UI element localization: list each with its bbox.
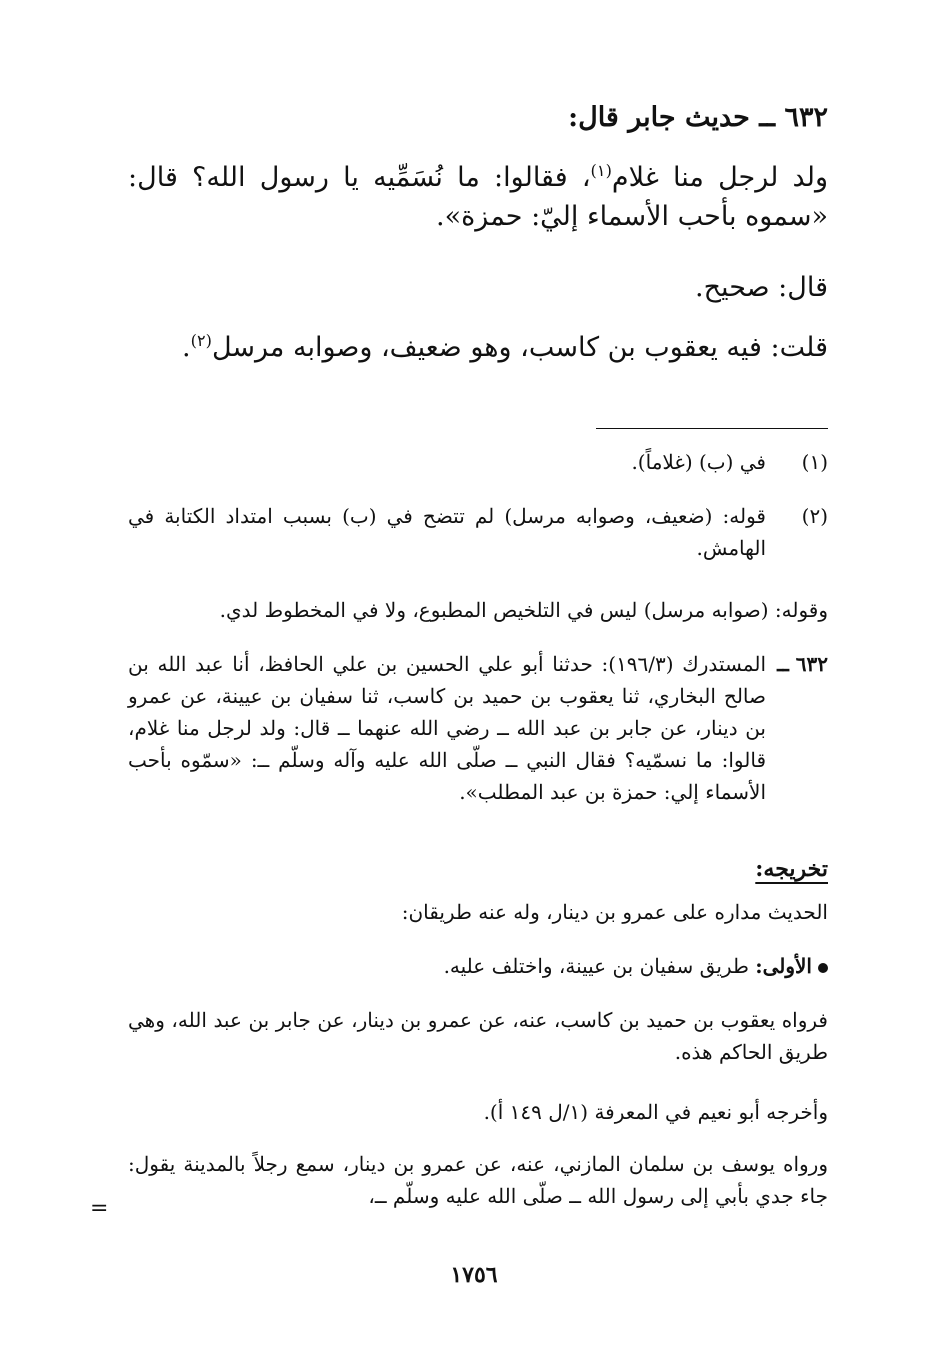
takhrij-paragraph: وأخرجه أبو نعيم في المعرفة (١/ل ١٤٩ أ).	[483, 1100, 828, 1124]
hadith-title: ٦٣٢ ــ حديث جابر قال:	[568, 102, 828, 133]
section-text: المستدرك (١٩٦/٣): حدثنا أبو علي الحسين بن علي الحافظ، أنا عبد الله بن صالح البخاري، ثنا يعقوب بن حميد بن كاسب، ثنا سفيان بن عيينة، عن عمرو بن دينار، عن جابر بن عبد الله ــ رضي الله عنهما ــ قال: ولد لرجل منا غلام، قالوا: ما نسمّيه؟ فقال النبي ــ صلّى الله عليه وآله وسلّم ــ: «سمّوه بأحب الأسماء إلي: حمزة بن عبد المطلب».	[128, 652, 766, 804]
continuation-mark: =	[90, 1196, 109, 1221]
footnote-continuation: وقوله: (صوابه مرسل) ليس في التلخيص المطبوع، ولا في المخطوط لدي.	[219, 598, 828, 622]
hadith-paragraph	[128, 158, 828, 236]
footnote-2	[128, 500, 828, 564]
footnote-divider	[596, 428, 828, 429]
footnote-text: قوله: (ضعيف، وصوابه مرسل) لم تتضح في (ب) بسبب امتداد الكتابة في الهامش.	[128, 504, 766, 560]
first-path-text: طريق سفيان بن عيينة، واختلف عليه.	[443, 954, 749, 978]
footnote-number: (١)	[801, 450, 828, 474]
takhrij-first-path	[128, 950, 828, 982]
hadith-verdict: قال: صحيح.	[695, 272, 828, 303]
first-path-label: الأولى:	[755, 954, 812, 978]
hadith-text: ، فقالوا: ما نُسَمِّيه يا رسول الله؟ قال: «سموه بأحب الأسماء إليّ: حمزة».	[128, 162, 828, 233]
footnote-ref: (٢)	[190, 331, 212, 350]
hadith-text: ولد لرجل منا غلام	[611, 162, 828, 193]
page-number: ١٧٥٦	[450, 1262, 498, 1288]
takhrij-paragraph: فرواه يعقوب بن حميد بن كاسب، عنه، عن عمرو بن دينار، عن جابر بن عبد الله، وهي طريق الحاكم هذه.	[128, 1008, 828, 1064]
footnote-number: (٢)	[801, 504, 828, 528]
footnote-text: في (ب) (غلاماً).	[631, 450, 766, 474]
takhrij-intro: الحديث مداره على عمرو بن دينار، وله عنه طريقان:	[401, 900, 828, 924]
footnote-1	[128, 446, 828, 478]
author-comment	[128, 328, 828, 367]
section-number: ٦٣٢ ــ	[777, 652, 828, 676]
comment-end: .	[182, 332, 191, 363]
footnote-ref: (١)	[590, 161, 612, 180]
takhrij-heading: تخريجه:	[755, 856, 828, 882]
takhrij-paragraph: ورواه يوسف بن سلمان المازني، عنه، عن عمرو بن دينار، سمع رجلاً بالمدينة يقول: جاء جدي بأبي إلى رسول الله ــ صلّى الله عليه وسلّم ــ،	[128, 1152, 828, 1208]
comment-text: قلت: فيه يعقوب بن كاسب، وهو ضعيف، وصوابه مرسل	[211, 332, 828, 363]
source-section	[128, 648, 828, 808]
bullet-icon	[818, 963, 828, 973]
